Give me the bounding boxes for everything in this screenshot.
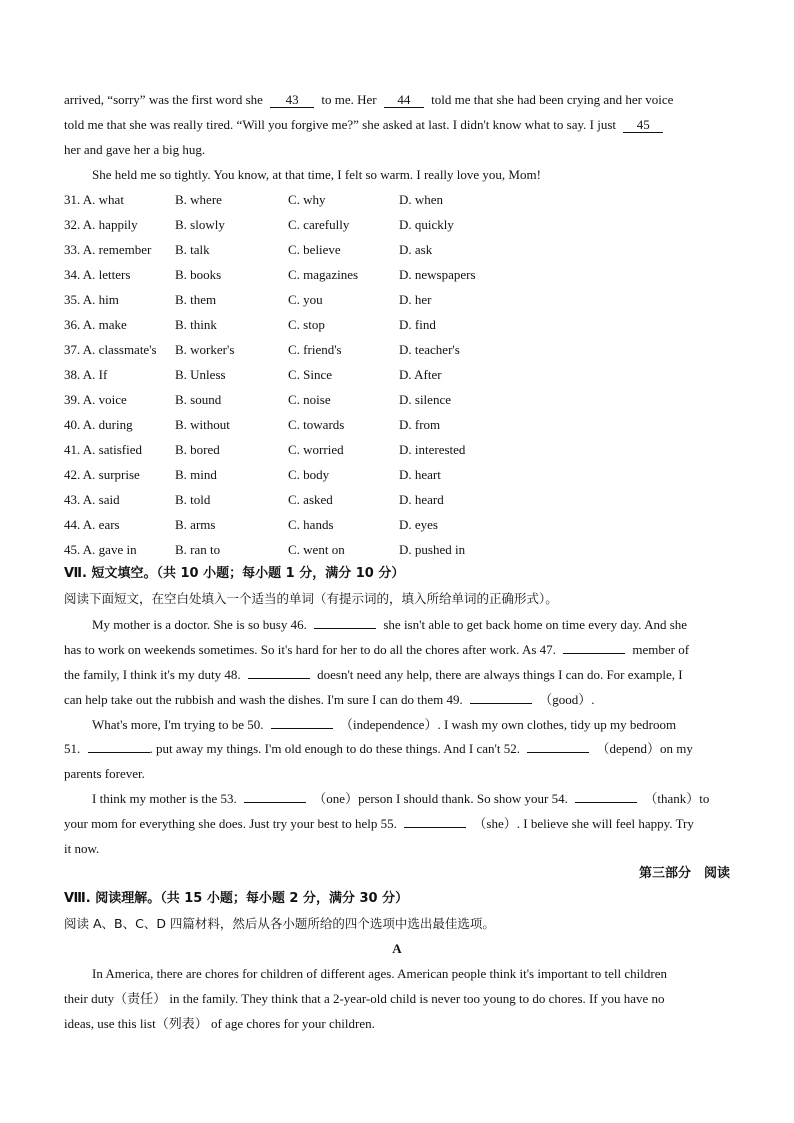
option-c: C. hands	[288, 517, 334, 532]
option-a: 37. A. classmate's	[64, 342, 157, 357]
option-d: D. After	[399, 367, 442, 382]
option-d: D. heard	[399, 492, 444, 507]
option-c: C. why	[288, 192, 326, 207]
blank-55	[404, 827, 466, 828]
option-a: 35. A. him	[64, 292, 119, 307]
option-b: B. books	[175, 267, 222, 282]
blank-53	[244, 802, 306, 803]
option-c: C. you	[288, 292, 323, 307]
option-c: C. asked	[288, 492, 333, 507]
option-a: 41. A. satisfied	[64, 442, 142, 457]
section-instruction: 阅读 A、B、C、D 四篇材料，然后从各小题所给的四个选项中选出最佳选项。	[64, 916, 495, 931]
option-row	[64, 417, 730, 433]
option-b: B. talk	[175, 242, 210, 257]
passage-line: the family, I think it's my duty 48. doesn't need any help, there are always things I can do. For example, I	[64, 667, 683, 682]
option-d: D. ask	[399, 242, 433, 257]
option-a: 36. A. make	[64, 317, 127, 332]
option-a: 40. A. during	[64, 417, 133, 432]
option-row	[64, 492, 730, 508]
blank-46	[314, 628, 376, 629]
passage-line: I think my mother is the 53. （one）person I should thank. So show your 54. （thank）to	[92, 791, 710, 806]
option-b: B. slowly	[175, 217, 225, 232]
passage-line: What's more, I'm trying to be 50. （independence）. I wash my own clothes, tidy up my bedroom	[92, 717, 677, 732]
passage-line: In America, there are chores for children of different ages. American people think it's important to tell children	[92, 966, 667, 981]
option-row	[64, 392, 730, 408]
option-a: 31. A. what	[64, 192, 124, 207]
option-b: B. told	[175, 492, 211, 507]
passage-line: their duty（责任） in the family. They think that a 2-year-old child is never too young to do chores. If you have no	[64, 991, 665, 1006]
option-d: D. when	[399, 192, 444, 207]
option-a: 39. A. voice	[64, 392, 127, 407]
passage-line: parents forever.	[64, 766, 145, 781]
passage-line: 51. . put away my things. I'm old enough to do these things. And I can't 52. （depend）on my	[64, 741, 693, 756]
option-b: B. without	[175, 417, 230, 432]
option-b: B. them	[175, 292, 217, 307]
option-a: 43. A. said	[64, 492, 120, 507]
option-a: 38. A. If	[64, 367, 108, 382]
option-row	[64, 517, 730, 533]
blank-49	[470, 703, 532, 704]
option-b: B. think	[175, 317, 217, 332]
option-row	[64, 192, 730, 208]
option-row	[64, 467, 730, 483]
option-d: D. pushed in	[399, 542, 466, 557]
section-heading: Ⅷ. 阅读理解。（共 15 小题；每小题 2 分，满分 30 分）	[64, 891, 409, 906]
option-row	[64, 342, 730, 358]
option-c: C. worried	[288, 442, 344, 457]
option-a: 34. A. letters	[64, 267, 131, 282]
blank-51	[88, 752, 150, 753]
option-b: B. mind	[175, 467, 217, 482]
option-row	[64, 217, 730, 233]
option-d: D. eyes	[399, 517, 438, 532]
option-b: B. sound	[175, 392, 222, 407]
option-c: C. friend's	[288, 342, 342, 357]
blank-52	[527, 752, 589, 753]
blank-54	[575, 802, 637, 803]
option-c: C. believe	[288, 242, 341, 257]
option-d: D. teacher's	[399, 342, 460, 357]
blank-48	[248, 678, 310, 679]
option-b: B. arms	[175, 517, 216, 532]
option-a: 33. A. remember	[64, 242, 152, 257]
section-instruction: 阅读下面短文，在空白处填入一个适当的单词（有提示词的，填入所给单词的正确形式）。	[64, 591, 558, 606]
passage-line: her and gave her a big hug.	[64, 142, 206, 157]
passage-letter: A	[392, 941, 402, 956]
option-c: C. towards	[288, 417, 345, 432]
section-heading: Ⅶ. 短文填空。（共 10 小题；每小题 1 分，满分 10 分）	[64, 566, 405, 581]
option-d: D. quickly	[399, 217, 454, 232]
option-row	[64, 267, 730, 283]
option-d: D. from	[399, 417, 441, 432]
option-row	[64, 542, 730, 558]
passage-line: arrived, “sorry” was the first word she 43 to me. Her 44 told me that she had been crying and her voice	[64, 92, 674, 107]
option-row	[64, 442, 730, 458]
option-c: C. noise	[288, 392, 331, 407]
part-label: 第三部分 阅读	[638, 866, 730, 881]
blank-45: 45	[623, 118, 663, 133]
passage-line: My mother is a doctor. She is so busy 46. she isn't able to get back home on time every day. And she	[92, 617, 688, 632]
option-d: D. find	[399, 317, 436, 332]
blank-43: 43	[270, 93, 314, 108]
option-d: D. her	[399, 292, 432, 307]
passage-line: it now.	[64, 841, 100, 856]
option-row	[64, 242, 730, 258]
option-a: 44. A. ears	[64, 517, 120, 532]
passage-line: ideas, use this list（列表） of age chores for your children.	[64, 1016, 375, 1031]
option-a: 32. A. happily	[64, 217, 138, 232]
passage-line: can help take out the rubbish and wash the dishes. I'm sure I can do them 49. （good）.	[64, 692, 595, 707]
passage-line: your mom for everything she does. Just try your best to help 55. （she）. I believe she will feel happy. Try	[64, 816, 694, 831]
option-d: D. newspapers	[399, 267, 476, 282]
blank-47	[563, 653, 625, 654]
option-c: C. magazines	[288, 267, 359, 282]
passage-line: told me that she was really tired. “Will you forgive me?” she asked at last. I didn't know what to say. I just 45	[64, 117, 663, 133]
option-c: C. went on	[288, 542, 345, 557]
option-b: B. worker's	[175, 342, 235, 357]
option-row	[64, 367, 730, 383]
blank-44: 44	[384, 93, 424, 108]
option-a: 45. A. gave in	[64, 542, 137, 557]
blank-50	[271, 728, 333, 729]
option-b: B. Unless	[175, 367, 226, 382]
option-d: D. heart	[399, 467, 441, 482]
option-row	[64, 317, 730, 333]
option-c: C. carefully	[288, 217, 350, 232]
option-row	[64, 292, 730, 308]
option-b: B. where	[175, 192, 222, 207]
option-b: B. bored	[175, 442, 220, 457]
option-c: C. body	[288, 467, 330, 482]
option-d: D. interested	[399, 442, 466, 457]
option-c: C. Since	[288, 367, 333, 382]
option-c: C. stop	[288, 317, 325, 332]
passage-line: She held me so tightly. You know, at that time, I felt so warm. I really love you, Mom!	[92, 167, 541, 182]
option-b: B. ran to	[175, 542, 221, 557]
passage-line: has to work on weekends sometimes. So it's hard for her to do all the chores after work. As 47. member of	[64, 642, 690, 657]
option-a: 42. A. surprise	[64, 467, 140, 482]
option-d: D. silence	[399, 392, 451, 407]
